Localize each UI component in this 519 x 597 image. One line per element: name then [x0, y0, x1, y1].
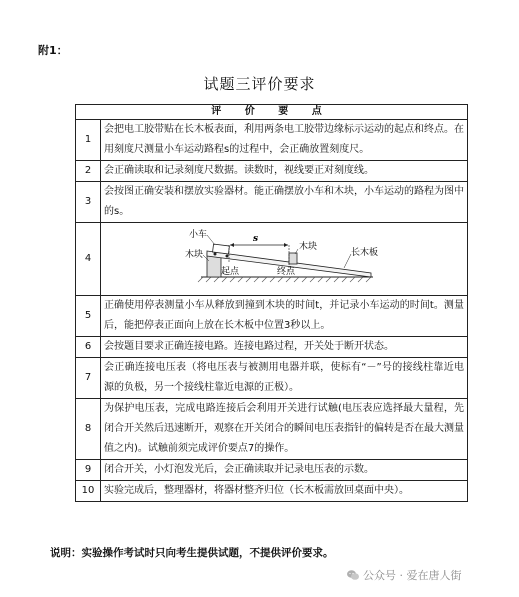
table-row [76, 358, 468, 399]
row-number: 4 [76, 223, 101, 296]
table-row [76, 296, 468, 337]
row-number: 10 [76, 481, 101, 502]
row-text: 会按题目要求正确连接电路。连接电路过程，开关处于断开状态。 [101, 337, 468, 358]
table-header: 评 价 要 点 [76, 105, 468, 120]
car-wheel [214, 253, 217, 256]
row-text: 会正确连接电压表（将电压表与被测用电器并联，使标有“－”号的接线柱靠近电源的负极，另一个接线柱靠近电源的正极）。 [101, 358, 468, 399]
wechat-icon [346, 568, 360, 582]
table-row [76, 161, 468, 182]
table-row [76, 223, 468, 296]
row-text: 会按图正确安装和摆放实验器材。能正确摆放小车和木块，小车运动的路程为图中的s。 [101, 182, 468, 223]
note-text: 说明：实验操作考试时只向考生提供试题，不提供评价要求。 [50, 547, 334, 559]
table-row [76, 337, 468, 358]
row-number: 6 [76, 337, 101, 358]
row-number: 7 [76, 358, 101, 399]
experiment-figure [101, 223, 467, 295]
label-end: 终点 [277, 267, 296, 277]
label-board: 长木板 [351, 248, 379, 258]
table-row [76, 120, 468, 161]
row-text: 会把电工胶带贴在长木板表面，利用两条电工胶带边缘标示运动的起点和终点。在用刻度尺测量小车运动路程s的过程中，会正确放置刻度尺。 [101, 120, 468, 161]
row-number: 3 [76, 182, 101, 223]
table-header-row [76, 105, 468, 120]
evaluation-table [75, 104, 468, 502]
row-text: 实验完成后，整理器材，将器材整齐归位（长木板需放回桌面中央）。 [101, 481, 468, 502]
incline-diagram [101, 223, 467, 295]
block-on-board [289, 253, 297, 264]
watermark-text: 公众号 · 爱在唐人街 [363, 569, 462, 582]
watermark [346, 567, 462, 583]
table-row [76, 460, 468, 481]
document-title: 试题三评价要求 [203, 75, 316, 93]
row-number: 8 [76, 399, 101, 460]
row-number: 2 [76, 161, 101, 182]
row-text: 正确使用停表测量小车从释放到撞到木块的时间t，并记录小车运动的时间t。测量后，能把停表正面向上放在长木板中位置3秒以上。 [101, 296, 468, 337]
row-number: 1 [76, 120, 101, 161]
ground-hatch [198, 277, 371, 282]
row-text: 会正确读取和记录刻度尺数据。读数时，视线要正对刻度线。 [101, 161, 468, 182]
label-car: 小车 [189, 230, 208, 240]
appendix-label: 附1： [38, 44, 68, 57]
car-wheel [226, 255, 229, 258]
label-s: s [253, 234, 259, 244]
table-row [76, 399, 468, 460]
row-text: 闭合开关，小灯泡发光后，会正确读取并记录电压表的示数。 [101, 460, 468, 481]
car-body [213, 244, 230, 254]
table-row [76, 481, 468, 502]
label-start: 起点 [221, 267, 240, 277]
row-number: 5 [76, 296, 101, 337]
label-block-2: 木块 [299, 242, 318, 252]
row-text: 为保护电压表，完成电路连接后会利用开关进行试触(电压表应选择最大量程，先闭合开关然后迅速断开，观察在开关闭合的瞬间电压表指针的偏转是否在最大测量值之内)。试触前须完成评价要点7的操作。 [101, 399, 468, 460]
figure-cell [101, 223, 468, 296]
label-block: 木块 [185, 250, 204, 260]
table-row [76, 182, 468, 223]
row-number: 9 [76, 460, 101, 481]
